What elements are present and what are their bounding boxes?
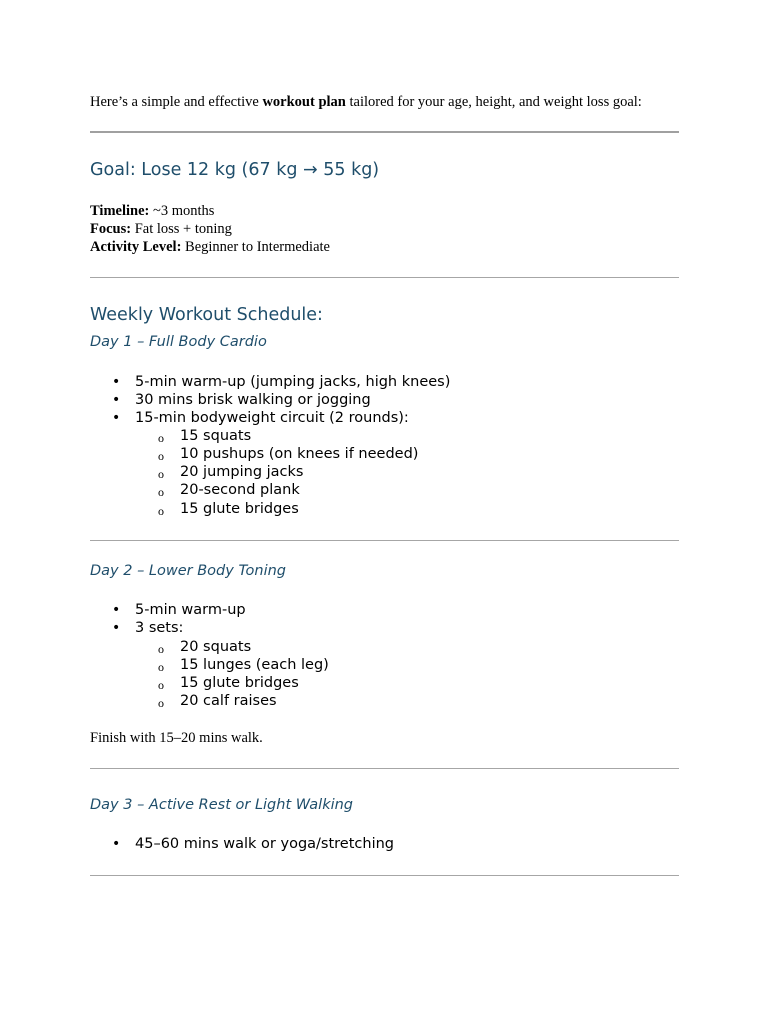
circle-bullet-icon: o — [158, 678, 164, 692]
bullet-icon: • — [112, 410, 121, 426]
focus-label: Focus: — [90, 221, 132, 237]
divider — [90, 875, 679, 876]
bullet-icon: • — [112, 836, 121, 852]
focus-line — [90, 221, 232, 238]
intro-text-before: Here’s a simple and effective — [90, 94, 263, 110]
sub-list-item: o 20 squats — [158, 639, 252, 656]
circle-bullet-icon: o — [158, 660, 164, 674]
circle-bullet-icon: o — [158, 431, 164, 445]
circle-bullet-icon: o — [158, 449, 164, 463]
circle-bullet-icon: o — [158, 485, 164, 499]
list-item: • 5-min warm-up — [112, 602, 246, 618]
sub-list-item: o 15 squats — [158, 428, 252, 445]
sub-list-item: o 20 jumping jacks — [158, 464, 304, 481]
list-item: • 15-min bodyweight circuit (2 rounds): — [112, 410, 409, 426]
timeline-line — [90, 203, 214, 220]
divider — [90, 540, 679, 541]
bullet-icon: • — [112, 392, 121, 408]
list-item: • 3 sets: — [112, 620, 184, 636]
list-item: • 30 mins brisk walking or jogging — [112, 392, 371, 408]
sub-list-item: o 15 glute bridges — [158, 675, 299, 692]
schedule-heading: Weekly Workout Schedule: — [90, 305, 323, 325]
intro-text-bold: workout plan — [262, 94, 346, 110]
list-item: • 5-min warm-up (jumping jacks, high knees) — [112, 374, 451, 390]
sub-list-item: o 15 lunges (each leg) — [158, 657, 329, 674]
day1-title: Day 1 – Full Body Cardio — [90, 334, 267, 350]
circle-bullet-icon: o — [158, 504, 164, 518]
focus-value: Fat loss + toning — [131, 221, 232, 237]
day3-title: Day 3 – Active Rest or Light Walking — [90, 797, 354, 813]
sub-list-item: o 15 glute bridges — [158, 501, 299, 518]
activity-line — [90, 239, 330, 256]
sub-list-item: o 10 pushups (on knees if needed) — [158, 446, 419, 463]
goal-heading: Goal: Lose 12 kg (67 kg → 55 kg) — [90, 160, 380, 180]
circle-bullet-icon: o — [158, 467, 164, 481]
day2-title: Day 2 – Lower Body Toning — [90, 563, 286, 579]
sub-list-item: o 20 calf raises — [158, 693, 277, 710]
circle-bullet-icon: o — [158, 642, 164, 656]
finish-note: Finish with 15–20 mins walk. — [90, 730, 263, 746]
timeline-value: ~3 months — [149, 203, 215, 219]
intro-paragraph — [90, 94, 642, 111]
divider — [90, 277, 679, 278]
activity-label: Activity Level: — [90, 239, 182, 255]
list-item: • 45–60 mins walk or yoga/stretching — [112, 836, 394, 852]
intro-text-after: tailored for your age, height, and weight loss goal: — [345, 94, 642, 110]
timeline-label: Timeline: — [90, 203, 150, 219]
bullet-icon: • — [112, 374, 121, 390]
divider — [90, 768, 679, 769]
bullet-icon: • — [112, 620, 121, 636]
circle-bullet-icon: o — [158, 696, 164, 710]
divider — [90, 131, 679, 133]
bullet-icon: • — [112, 602, 121, 618]
sub-list-item: o 20-second plank — [158, 482, 300, 499]
activity-value: Beginner to Intermediate — [181, 239, 330, 255]
